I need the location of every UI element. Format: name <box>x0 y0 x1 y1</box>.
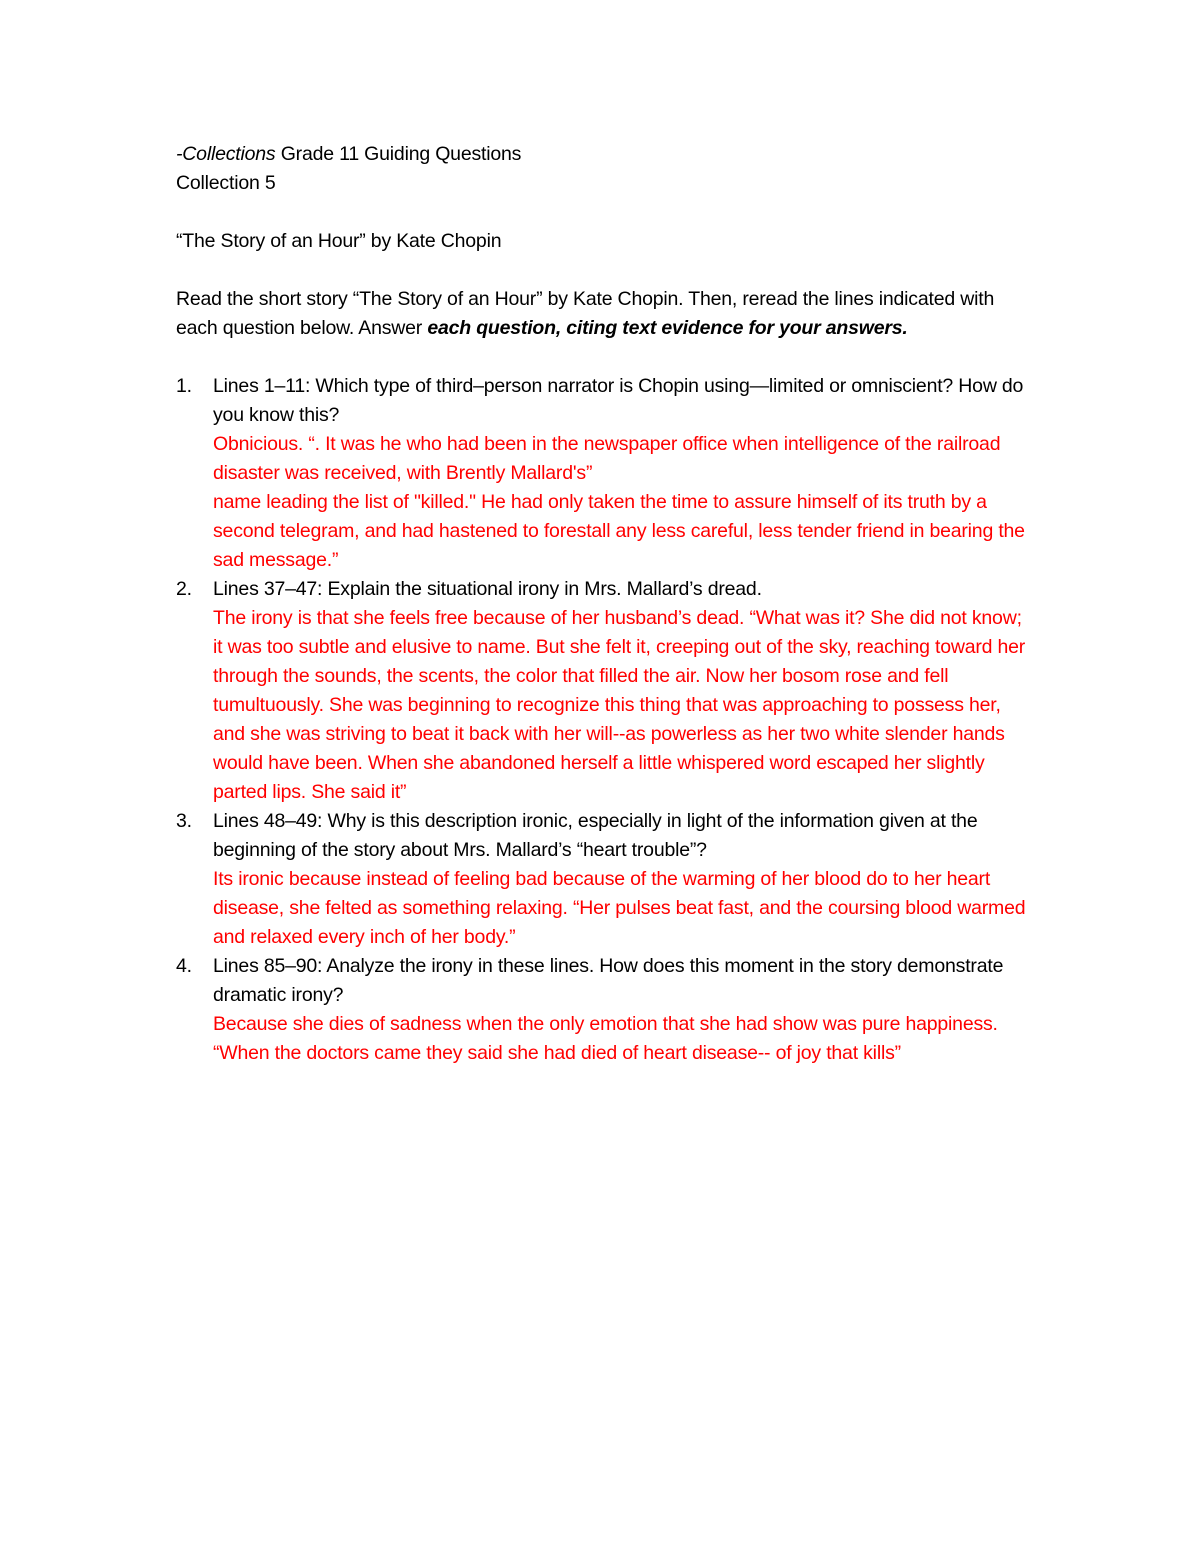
question-item <box>176 575 1026 807</box>
question-prompt: Lines 85–90: Analyze the irony in these lines. How does this moment in the story demonstrate dramatic irony? <box>213 955 1004 1006</box>
question-prompt: Lines 37–47: Explain the situational irony in Mrs. Mallard’s dread. <box>213 578 762 600</box>
question-list <box>176 372 1026 1068</box>
question-number: 1. <box>176 375 192 397</box>
question-item <box>176 952 1026 1068</box>
instructions <box>176 285 1026 343</box>
collection-number: Collection 5 <box>176 172 276 194</box>
question-item <box>176 372 1026 575</box>
answer-text: Because she dies of sadness when the only emotion that she had show was pure happiness. “When the doctors came they said she had died of heart disease-- of joy that kills” <box>213 1013 998 1064</box>
instructions-emphasis: each question, citing text evidence for your answers. <box>427 317 908 339</box>
collection-heading <box>176 140 1026 169</box>
question-prompt: Lines 1–11: Which type of third–person narrator is Chopin using—limited or omniscient? How do you know this? <box>213 375 1024 426</box>
answer-text: The irony is that she feels free because of her husband’s dead. “What was it? She did not know; it was too subtle and elusive to name. But she felt it, creeping out of the sky, reaching toward her through the sounds, the scents, the color that filled the air. Now her bosom rose and fell tumultuously. She was beginning to recognize this thing that was approaching to possess her, and she was striving to beat it back with her will--as powerless as her two white slender hands would have been. When she abandoned herself a little whispered word escaped her slightly parted lips. She said it” <box>213 607 1026 803</box>
question-number: 3. <box>176 810 192 832</box>
question-number: 2. <box>176 578 192 600</box>
answer-block <box>213 430 1026 575</box>
question-number: 4. <box>176 955 192 977</box>
story-title: “The Story of an Hour” by Kate Chopin <box>176 230 502 252</box>
grade-guiding-questions: Grade 11 Guiding Questions <box>275 143 522 165</box>
answer-text: sad message.” <box>213 549 339 571</box>
question-prompt: Lines 48–49: Why is this description ironic, especially in light of the information given at the beginning of the story about Mrs. Mallard’s “heart trouble”? <box>213 810 978 861</box>
answer-text: Its ironic because instead of feeling bad because of the warming of her blood do to her heart disease, she felted as something relaxing. “Her pulses beat fast, and the coursing blood warmed and relaxed every inch of her body.” <box>213 868 1026 948</box>
answer-block <box>213 604 1026 807</box>
instructions-text: Read the short story “The Story of an Hour” by Kate Chopin. Then, reread the lines indicated with each question below. Answer <box>176 288 995 339</box>
answer-block <box>213 1010 1026 1068</box>
document-page <box>176 140 1026 1068</box>
answer-text: Obnicious. “. It was he who had been in the newspaper office when intelligence of the railroad disaster was received, with Brently Mallard's” <box>213 433 1001 484</box>
collections-title: -Collections <box>176 143 276 165</box>
question-item <box>176 807 1026 952</box>
answer-text: name leading the list of "killed." He had only taken the time to assure himself of its truth by a second telegram, and had hastened to forestall any less careful, less tender friend in bearing the <box>213 491 1025 542</box>
answer-block <box>213 865 1026 952</box>
